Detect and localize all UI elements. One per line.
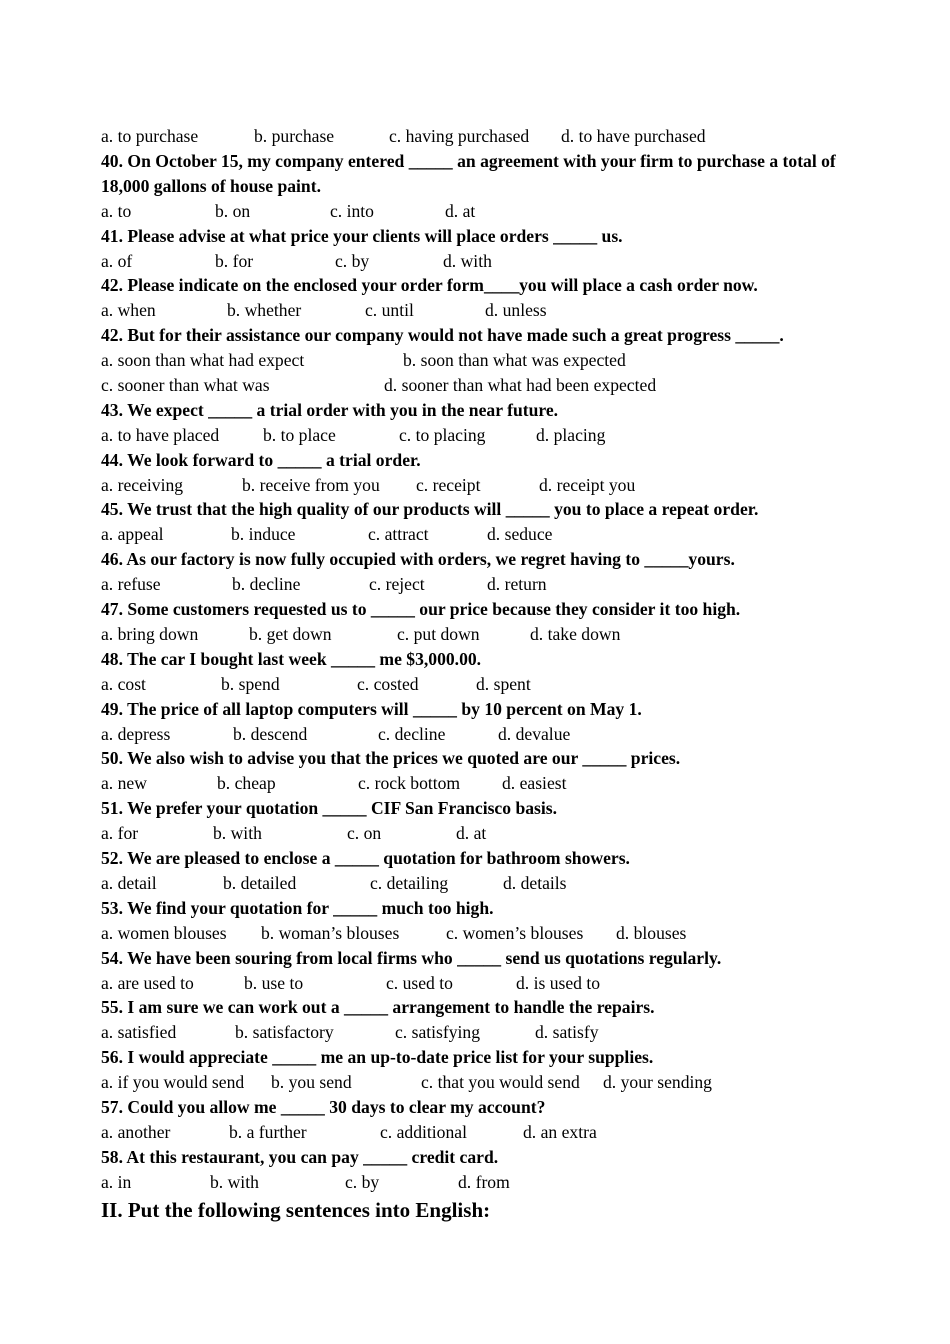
option-b: b. detailed [223, 872, 297, 893]
option-b: b. decline [232, 574, 301, 595]
options-row [101, 821, 861, 846]
options-row [101, 672, 861, 697]
option-c: c. that you would send [421, 1072, 580, 1093]
options-row [101, 522, 861, 547]
question-46: 46. As our factory is now fully occupied with orders, we regret having to _____yours. [101, 549, 735, 570]
option-b: b. satisfactory [235, 1022, 334, 1043]
options-row [101, 124, 861, 149]
option-b: b. induce [231, 524, 296, 545]
option-b: b. woman’s blouses [261, 922, 400, 943]
option-a: a. refuse [101, 574, 161, 595]
option-c: c. on [347, 823, 382, 844]
option-a: a. to [101, 200, 132, 221]
option-d: d. blouses [616, 922, 687, 943]
option-a: a. bring down [101, 623, 199, 644]
option-a: a. when [101, 300, 156, 321]
option-b: b. use to [244, 972, 304, 993]
option-d: d. receipt you [539, 474, 636, 495]
option-c: c. attract [368, 524, 429, 545]
option-b: b. descend [233, 723, 308, 744]
option-a: a. for [101, 823, 139, 844]
question-57: 57. Could you allow me _____ 30 days to clear my account? [101, 1097, 546, 1118]
options-row [101, 348, 861, 373]
document-page [101, 124, 861, 1224]
option-a: a. to purchase [101, 126, 199, 146]
option-a: a. to have placed [101, 424, 220, 445]
option-b: b. get down [249, 623, 332, 644]
option-d: d. seduce [487, 524, 553, 545]
options-row [101, 1170, 861, 1195]
option-c: c. receipt [416, 474, 481, 495]
option-b: b. on [215, 200, 251, 221]
option-d: d. satisfy [535, 1022, 599, 1043]
question-47: 47. Some customers requested us to _____ our price because they consider it too high. [101, 599, 741, 620]
question-42: 42. Please indicate on the enclosed your order form____you will place a cash order now. [101, 275, 758, 296]
options-row [101, 473, 861, 498]
option-d: d. your sending [603, 1072, 712, 1093]
option-a: a. soon than what had expect [101, 350, 305, 371]
option-c: c. reject [369, 574, 425, 595]
option-c: c. rock bottom [358, 773, 461, 794]
question-40: 40. On October 15, my company entered _____ an agreement with your firm to purchase a total of 18,000 gallons of house paint. [101, 150, 836, 196]
question-49: 49. The price of all laptop computers will _____ by 10 percent on May 1. [101, 698, 642, 719]
options-row [101, 199, 861, 224]
options-row [101, 921, 861, 946]
option-a: a. in [101, 1171, 132, 1192]
option-c: c. by [345, 1171, 380, 1192]
option-d: d. is used to [516, 972, 601, 993]
options-row [101, 1070, 861, 1095]
options-row [101, 1120, 861, 1145]
option-b: b. to place [263, 424, 336, 445]
option-d: d. an extra [523, 1121, 597, 1142]
option-b: b. for [215, 250, 254, 271]
option-d: d. with [443, 250, 492, 271]
option-d: d. easiest [502, 773, 567, 794]
question-51: 51. We prefer your quotation _____ CIF San Francisco basis. [101, 798, 558, 819]
options-row [101, 572, 861, 597]
question-44: 44. We look forward to _____ a trial order. [101, 449, 421, 470]
option-b: b. with [210, 1171, 259, 1192]
question-52: 52. We are pleased to enclose a _____ quotation for bathroom showers. [101, 848, 630, 869]
option-d: d. to have purchased [561, 126, 706, 146]
question-54: 54. We have been souring from local firms who _____ send us quotations regularly. [101, 947, 722, 968]
options-row [101, 722, 861, 747]
options-row [101, 1020, 861, 1045]
option-a: a. depress [101, 723, 171, 744]
options-row [101, 298, 861, 323]
section-heading: II. Put the following sentences into English: [101, 1197, 491, 1222]
question-58: 58. At this restaurant, you can pay _____ credit card. [101, 1146, 499, 1167]
options-row [101, 373, 861, 398]
option-b: b. a further [229, 1121, 307, 1142]
option-b: b. spend [221, 673, 280, 694]
option-c: c. to placing [399, 424, 486, 445]
question-41: 41. Please advise at what price your clients will place orders _____ us. [101, 225, 623, 246]
option-a: a. of [101, 250, 133, 271]
option-c: c. having purchased [389, 126, 530, 146]
options-row [101, 423, 861, 448]
option-b: b. receive from you [242, 474, 380, 495]
option-d: d. return [487, 574, 547, 595]
option-c: c. into [330, 200, 374, 221]
question-42b: 42. But for their assistance our company would not have made such a great progress _____. [101, 325, 784, 346]
option-b: b. cheap [217, 773, 276, 794]
option-a: a. women blouses [101, 922, 227, 943]
option-b: b. with [213, 823, 262, 844]
options-row [101, 871, 861, 896]
options-row [101, 771, 861, 796]
option-c: c. by [335, 250, 370, 271]
options-row [101, 971, 861, 996]
question-50: 50. We also wish to advise you that the prices we quoted are our _____ prices. [101, 748, 681, 769]
option-b: b. purchase [254, 126, 335, 146]
option-c: c. put down [397, 623, 480, 644]
question-48: 48. The car I bought last week _____ me $3,000.00. [101, 648, 482, 669]
option-d: d. placing [536, 424, 606, 445]
option-c: c. women’s blouses [446, 922, 584, 943]
option-d: d. from [458, 1171, 510, 1192]
option-d: d. at [445, 200, 476, 221]
question-43: 43. We expect _____ a trial order with you in the near future. [101, 399, 559, 420]
option-c: c. detailing [370, 872, 449, 893]
option-c: c. sooner than what was [101, 374, 270, 395]
option-a: a. cost [101, 673, 146, 694]
option-a: a. new [101, 773, 147, 794]
options-row [101, 622, 861, 647]
option-a: a. appeal [101, 524, 164, 545]
question-56: 56. I would appreciate _____ me an up-to-date price list for your supplies. [101, 1047, 654, 1068]
option-c: c. used to [386, 972, 453, 993]
option-b: b. whether [227, 300, 302, 321]
option-b: b. you send [271, 1072, 352, 1093]
question-53: 53. We find your quotation for _____ much too high. [101, 897, 494, 918]
option-c: c. until [365, 300, 414, 321]
option-d: d. devalue [498, 723, 571, 744]
question-45: 45. We trust that the high quality of our products will _____ you to place a repeat order. [101, 499, 759, 520]
option-a: a. if you would send [101, 1072, 245, 1093]
option-d: d. details [503, 872, 567, 893]
option-a: a. satisfied [101, 1022, 177, 1043]
option-b: b. soon than what was expected [403, 350, 626, 371]
option-d: d. sooner than what had been expected [384, 374, 657, 395]
option-c: c. costed [357, 673, 419, 694]
option-d: d. take down [530, 623, 621, 644]
option-a: a. another [101, 1121, 171, 1142]
option-a: a. are used to [101, 972, 194, 993]
question-55: 55. I am sure we can work out a _____ arrangement to handle the repairs. [101, 997, 655, 1018]
option-c: c. satisfying [395, 1022, 481, 1043]
option-a: a. detail [101, 872, 157, 893]
option-d: d. at [456, 823, 487, 844]
options-row [101, 249, 861, 274]
option-c: c. decline [378, 723, 446, 744]
option-c: c. additional [380, 1121, 467, 1142]
option-a: a. receiving [101, 474, 184, 495]
option-d: d. unless [485, 300, 547, 321]
option-d: d. spent [476, 673, 531, 694]
